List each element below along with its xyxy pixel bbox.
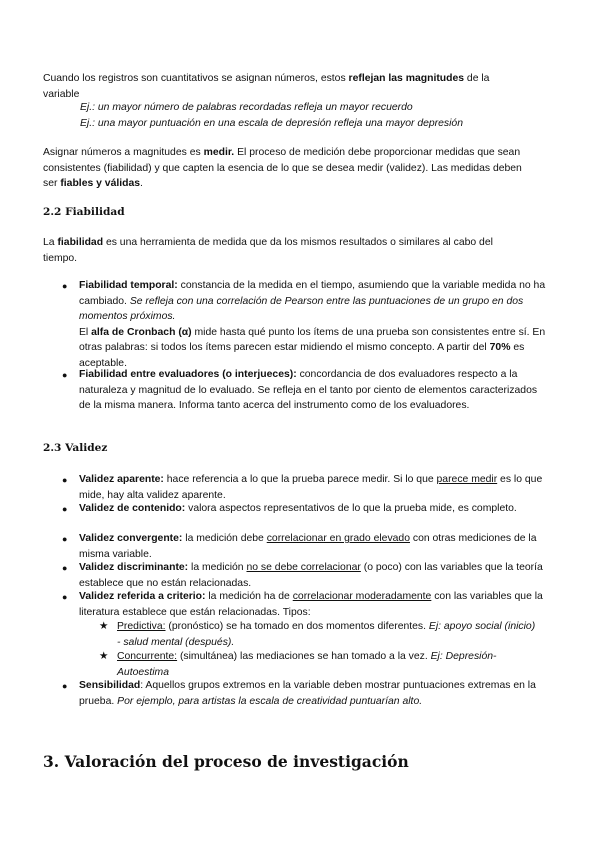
heading-section-3: 3. Valoración del proceso de investigación <box>43 752 409 771</box>
heading-fiabilidad: 2.2 Fiabilidad <box>43 206 125 218</box>
measure-paragraph <box>43 145 523 192</box>
item-label: Validez referida a criterio: <box>79 591 206 602</box>
item-extra-end: es aceptable. <box>79 342 525 369</box>
heading-validez: 2.3 Validez <box>43 442 108 454</box>
sub-item-text: (pronóstico) se ha tomado en dos momentos diferentes. <box>165 621 429 632</box>
list-item-validez-discriminante <box>79 560 549 591</box>
item-label: Sensibilidad <box>79 680 141 691</box>
sub-item-text: (simultánea) las mediaciones se han tomado a la vez. <box>177 651 431 662</box>
sub-item-label: Concurrente: <box>117 651 178 662</box>
example-2: Ej.: una mayor puntuación en una escala de depresión refleja una mayor depresión <box>80 118 463 129</box>
item-label: Validez aparente: <box>79 474 164 485</box>
list-item-validez-criterio <box>79 589 549 620</box>
measure-text: Asignar números a magnitudes es <box>43 147 204 158</box>
item-text: concordancia de dos evaluadores respecto a la naturaleza y magnitud de lo evaluado. Se refleja en el tanto por ciento de elementos caracterizados de la misma manera. Informa tanto acerca del instrumento como de los evaluadores. <box>79 369 538 411</box>
bullet-icon: ● <box>62 534 68 544</box>
intro-text: Cuando los registros son cuantitativos se asignan números, estos <box>43 73 349 84</box>
item-text: : Aquellos grupos extremos en la variable deben mostrar puntuaciones extremas en la prueba. <box>79 680 536 707</box>
item-text: la medición <box>188 562 247 573</box>
item-text: la medición ha de <box>205 591 293 602</box>
item-extra-bold: alfa de Cronbach (α) <box>91 326 192 338</box>
sub-item-italic: Ej: Depresión-Autoestima <box>117 651 497 678</box>
item-text-end: con otras mediciones de la misma variable. <box>79 533 537 560</box>
intro-paragraph <box>43 71 523 102</box>
item-text: hace referencia a lo que la prueba parece medir. Si lo que <box>163 474 437 485</box>
star-icon: ★ <box>99 650 109 662</box>
item-italic: Por ejemplo, para artistas la escala de creatividad puntuarían alto. <box>117 695 423 707</box>
fiabilidad-bold: fiabilidad <box>57 237 104 248</box>
list-item-sensibilidad <box>79 678 549 709</box>
item-underline: parece medir <box>436 474 498 485</box>
sub-item-predictiva <box>117 619 537 650</box>
item-underline: correlacionar en grado elevado <box>266 533 410 544</box>
item-extra-bold-2: 70% <box>489 342 511 353</box>
measure-bold: medir. <box>203 147 235 158</box>
bullet-icon: ● <box>62 504 68 514</box>
item-label: Fiabilidad entre evaluadores (o interjueces): <box>79 369 297 380</box>
list-item-fiabilidad-temporal <box>79 278 549 371</box>
item-label: Validez discriminante: <box>79 562 189 573</box>
fiabilidad-paragraph <box>43 235 523 266</box>
bullet-icon: ● <box>62 475 68 485</box>
list-item-validez-convergente <box>79 531 549 562</box>
intro-text-end: de la variable <box>43 73 490 100</box>
bullet-icon: ● <box>62 592 68 602</box>
measure-bold-2: fiables y válidas <box>60 178 141 189</box>
sub-item-concurrente <box>117 649 537 680</box>
intro-bold: reflejan las magnitudes <box>348 73 465 84</box>
sub-item-italic: Ej: apoyo social (inicio) - salud mental (después). <box>117 621 536 648</box>
item-text: la medición debe <box>182 533 267 544</box>
item-underline: correlacionar moderadamente <box>292 591 432 602</box>
item-text: constancia de la medida en el tiempo, asumiendo que la variable medida no ha cambiado. <box>79 280 546 307</box>
item-label: Validez de contenido: <box>79 503 186 514</box>
measure-text-end: . <box>140 178 143 189</box>
item-label: Validez convergente: <box>79 533 183 544</box>
item-extra-mid: mide hasta qué punto los ítems de una prueba son consistentes entre sí. En otras palabras: si todos los ítems parecen estar midiendo el mismo concepto. A partir del <box>79 326 546 353</box>
list-item-fiabilidad-evaluadores <box>79 367 549 414</box>
item-text: valora aspectos representativos de lo que la prueba mide, es completo. <box>185 503 517 514</box>
measure-text-mid: El proceso de medición debe proporcionar medidas que sean consistentes (fiabilidad) y que capten la esencia de lo que se desea medir (validez). Las medidas deben ser <box>43 147 522 189</box>
fiabilidad-text-end: es una herramienta de medida que da los mismos resultados o similares al cabo del tiempo. <box>43 237 493 264</box>
item-italic: Se refleja con una correlación de Pearson entre las puntuaciones de un grupo en dos momentos próximos. <box>79 295 524 322</box>
list-item-validez-aparente <box>79 472 549 503</box>
list-item-validez-contenido <box>79 501 549 517</box>
item-extra: El <box>79 326 92 338</box>
star-icon: ★ <box>99 620 109 632</box>
item-text-end: es lo que mide, hay alta validez aparente. <box>79 474 543 501</box>
fiabilidad-text: La <box>43 237 58 248</box>
bullet-icon: ● <box>62 281 68 291</box>
bullet-icon: ● <box>62 370 68 380</box>
bullet-icon: ● <box>62 563 68 573</box>
bullet-icon: ● <box>62 681 68 691</box>
item-label: Fiabilidad temporal: <box>79 280 178 291</box>
example-1: Ej.: un mayor número de palabras recordadas refleja un mayor recuerdo <box>80 102 413 113</box>
item-text-end: con las variables que la literatura establece que están relacionadas. Tipos: <box>79 591 543 618</box>
item-text-end: (o poco) con las variables que la teoría establece que no están relacionadas. <box>79 562 543 589</box>
sub-item-label: Predictiva: <box>117 621 166 632</box>
item-underline: no se debe correlacionar <box>246 562 361 573</box>
